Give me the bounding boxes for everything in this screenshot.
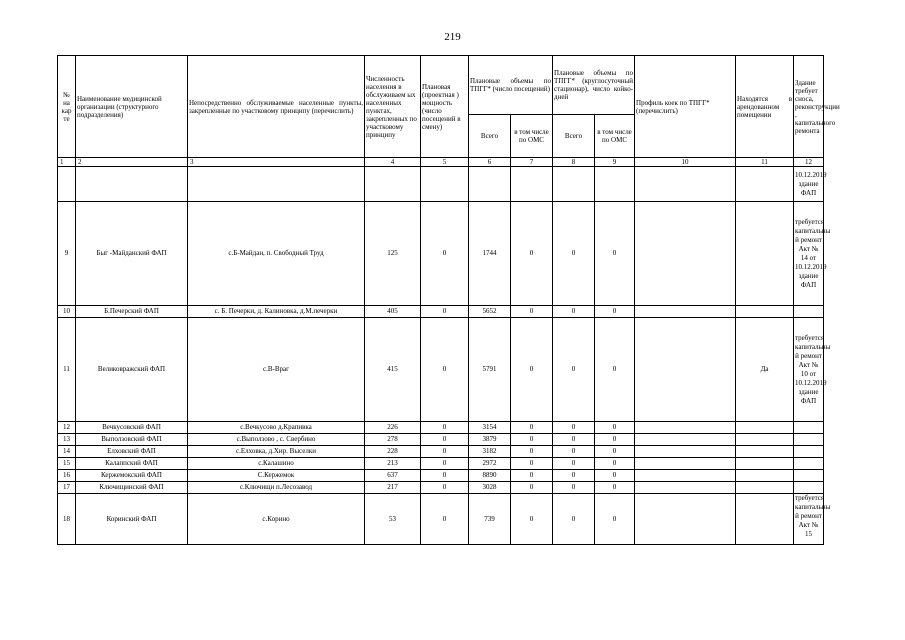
column-number: 10	[635, 158, 736, 167]
row-visits-total: 5652	[469, 306, 511, 318]
row-rented	[736, 446, 794, 458]
row-number: 14	[58, 446, 76, 458]
row-number: 16	[58, 470, 76, 482]
row-beds-oms: 0	[595, 446, 635, 458]
row-settlements: с.Выползово , с. Свербино	[188, 434, 365, 446]
row-beds-oms: 0	[595, 202, 635, 306]
row-population: 278	[365, 434, 421, 446]
row-visits-oms: 0	[511, 318, 553, 422]
row-population: 53	[365, 494, 421, 545]
page-number: 219	[444, 31, 461, 43]
row-settlements: с.Ключищи п.Лесозавод	[188, 482, 365, 494]
row-beds-total: 0	[553, 482, 595, 494]
table-row	[58, 482, 824, 494]
row-bed-profile	[635, 202, 736, 306]
row-bed-profile	[635, 494, 736, 545]
row-building-note: требуется капитальны й ремонт Акт № 14 от 10.12.2019 здание ФАП	[794, 202, 824, 306]
row-beds-oms: 0	[595, 470, 635, 482]
row-organization: Великовражский ФАП	[76, 318, 188, 422]
column-numbers-row	[58, 158, 824, 167]
row-beds-total: 0	[553, 318, 595, 422]
row-building-note: требуется капитальны й ремонт Акт № 10 от 10.12.2019 здание ФАП	[794, 318, 824, 422]
row-visits-total: 8890	[469, 470, 511, 482]
row-beds-total	[553, 167, 595, 202]
row-rented	[736, 482, 794, 494]
col-header-capacity: Плановая (проектная ) мощность (число посещений в смену)	[421, 56, 469, 158]
header-row	[58, 56, 824, 115]
row-organization: Калаппский ФАП	[76, 458, 188, 470]
row-rented	[736, 494, 794, 545]
row-visits-oms: 0	[511, 202, 553, 306]
row-rented	[736, 458, 794, 470]
row-population: 213	[365, 458, 421, 470]
col-header-planned-bed-days: Плановые объемы по ТПГГ* (круглосуточный стационар), число койко-дней	[553, 56, 635, 115]
row-building-note: 10.12.2019 здание ФАП	[794, 167, 824, 202]
row-population: 415	[365, 318, 421, 422]
table-row	[58, 202, 824, 306]
row-settlements: С.Кержемок	[188, 470, 365, 482]
row-visits-total: 3028	[469, 482, 511, 494]
col-header-planned-visits: Плановые объемы по ТПГГ* (число посещений)	[469, 56, 553, 115]
row-visits-oms	[511, 167, 553, 202]
row-beds-total: 0	[553, 494, 595, 545]
row-organization: Кержемокский ФАП	[76, 470, 188, 482]
row-organization: Елховский ФАП	[76, 446, 188, 458]
table-row	[58, 167, 824, 202]
row-rented	[736, 434, 794, 446]
row-capacity: 0	[421, 446, 469, 458]
row-number: 10	[58, 306, 76, 318]
row-organization: Коринский ФАП	[76, 494, 188, 545]
row-building-note	[794, 306, 824, 318]
row-building-note	[794, 458, 824, 470]
column-number: 8	[553, 158, 595, 167]
col-header-beds-total: Всего	[553, 115, 595, 158]
row-rented	[736, 470, 794, 482]
row-organization: Б.Печерский ФАП	[76, 306, 188, 318]
row-visits-oms: 0	[511, 494, 553, 545]
row-visits-total: 1744	[469, 202, 511, 306]
row-capacity	[421, 167, 469, 202]
row-settlements: с.Калашино	[188, 458, 365, 470]
row-beds-oms: 0	[595, 458, 635, 470]
table-row	[58, 470, 824, 482]
row-visits-total: 5791	[469, 318, 511, 422]
row-number: 17	[58, 482, 76, 494]
row-beds-total: 0	[553, 446, 595, 458]
row-number	[58, 167, 76, 202]
row-beds-oms: 0	[595, 422, 635, 434]
row-capacity: 0	[421, 306, 469, 318]
column-number: 3	[188, 158, 365, 167]
col-header-building-repair: Здание требует сноса, реконструкции , капитального ремонта	[794, 56, 824, 158]
table-row	[58, 434, 824, 446]
row-beds-total: 0	[553, 306, 595, 318]
row-bed-profile	[635, 167, 736, 202]
col-header-visits-oms: в том числе по ОМС	[511, 115, 553, 158]
row-population	[365, 167, 421, 202]
column-number: 1	[58, 158, 76, 167]
row-number: 11	[58, 318, 76, 422]
row-beds-total: 0	[553, 202, 595, 306]
table-row	[58, 494, 824, 545]
table-row	[58, 458, 824, 470]
row-beds-total: 0	[553, 470, 595, 482]
row-beds-oms: 0	[595, 306, 635, 318]
table-row	[58, 446, 824, 458]
row-visits-oms: 0	[511, 446, 553, 458]
row-bed-profile	[635, 434, 736, 446]
row-capacity: 0	[421, 458, 469, 470]
row-building-note: требуется капитальны й ремонт Акт № 15	[794, 494, 824, 545]
row-organization: Быг -Майданский ФАП	[76, 202, 188, 306]
row-visits-oms: 0	[511, 458, 553, 470]
row-population: 217	[365, 482, 421, 494]
row-capacity: 0	[421, 494, 469, 545]
row-visits-total: 3154	[469, 422, 511, 434]
row-visits-oms: 0	[511, 470, 553, 482]
column-number: 9	[595, 158, 635, 167]
row-organization: Ключищинский ФАП	[76, 482, 188, 494]
row-capacity: 0	[421, 202, 469, 306]
table-row	[58, 318, 824, 422]
row-number: 12	[58, 422, 76, 434]
row-population: 125	[365, 202, 421, 306]
row-bed-profile	[635, 458, 736, 470]
row-bed-profile	[635, 482, 736, 494]
row-rented	[736, 422, 794, 434]
row-visits-oms: 0	[511, 434, 553, 446]
col-header-organization: Наименование медицинской организации (структурного подразделения)	[76, 56, 188, 158]
table-row	[58, 422, 824, 434]
col-header-number: № на кар те	[58, 56, 76, 158]
row-building-note	[794, 470, 824, 482]
row-number: 18	[58, 494, 76, 545]
col-header-visits-total: Всего	[469, 115, 511, 158]
row-rented	[736, 306, 794, 318]
row-bed-profile	[635, 422, 736, 434]
row-visits-total	[469, 167, 511, 202]
row-population: 637	[365, 470, 421, 482]
row-visits-total: 2972	[469, 458, 511, 470]
row-bed-profile	[635, 470, 736, 482]
row-settlements: с.Корино	[188, 494, 365, 545]
col-header-rented: Находятся в арендованном помещении	[736, 56, 794, 158]
row-beds-oms: 0	[595, 434, 635, 446]
col-header-bed-profile: Профиль коек по ТПГГ* (перечислить)	[635, 56, 736, 158]
row-rented: Да	[736, 318, 794, 422]
row-beds-total: 0	[553, 434, 595, 446]
row-rented	[736, 202, 794, 306]
row-visits-oms: 0	[511, 482, 553, 494]
row-building-note	[794, 422, 824, 434]
row-beds-oms: 0	[595, 318, 635, 422]
row-population: 228	[365, 446, 421, 458]
row-beds-oms: 0	[595, 494, 635, 545]
row-bed-profile	[635, 306, 736, 318]
row-visits-total: 739	[469, 494, 511, 545]
row-visits-oms: 0	[511, 306, 553, 318]
row-building-note	[794, 446, 824, 458]
facilities-table	[57, 55, 840, 545]
row-organization: Вечкусовский ФАП	[76, 422, 188, 434]
row-capacity: 0	[421, 482, 469, 494]
row-building-note	[794, 434, 824, 446]
row-settlements: с.Елховка, д.Хир. Выселки	[188, 446, 365, 458]
row-capacity: 0	[421, 434, 469, 446]
col-header-settlements: Непосредственно обслуживаемые населенные пункты, закрепленные по участковому принципу (перечислить)	[188, 56, 365, 158]
row-beds-total: 0	[553, 458, 595, 470]
row-beds-oms	[595, 167, 635, 202]
row-settlements: с.В-Враг	[188, 318, 365, 422]
col-header-beds-oms: в том числе по ОМС	[595, 115, 635, 158]
row-visits-total: 3879	[469, 434, 511, 446]
row-population: 226	[365, 422, 421, 434]
row-beds-oms: 0	[595, 482, 635, 494]
row-settlements	[188, 167, 365, 202]
column-number: 5	[421, 158, 469, 167]
row-settlements: с.Б-Майдан, п. Свободный Труд	[188, 202, 365, 306]
table-row	[58, 306, 824, 318]
column-number: 6	[469, 158, 511, 167]
row-visits-oms: 0	[511, 422, 553, 434]
row-capacity: 0	[421, 470, 469, 482]
column-number: 7	[511, 158, 553, 167]
row-rented	[736, 167, 794, 202]
row-bed-profile	[635, 318, 736, 422]
row-capacity: 0	[421, 318, 469, 422]
row-settlements: с.Вечкусово д.Крапивка	[188, 422, 365, 434]
row-number: 15	[58, 458, 76, 470]
row-number: 9	[58, 202, 76, 306]
row-organization	[76, 167, 188, 202]
row-building-note	[794, 482, 824, 494]
column-number: 11	[736, 158, 794, 167]
row-number: 13	[58, 434, 76, 446]
row-capacity: 0	[421, 422, 469, 434]
row-population: 405	[365, 306, 421, 318]
column-number: 4	[365, 158, 421, 167]
row-settlements: с. Б. Печерки, д. Калиновка, д.М.печерки	[188, 306, 365, 318]
row-bed-profile	[635, 446, 736, 458]
row-beds-total: 0	[553, 422, 595, 434]
column-number: 2	[76, 158, 188, 167]
row-organization: Выползовский ФАП	[76, 434, 188, 446]
col-header-population: Численность населения в обслуживаем ых населенных пунктах, закрепленных по участковому принципу	[365, 56, 421, 158]
row-visits-total: 3182	[469, 446, 511, 458]
column-number: 12	[794, 158, 824, 167]
